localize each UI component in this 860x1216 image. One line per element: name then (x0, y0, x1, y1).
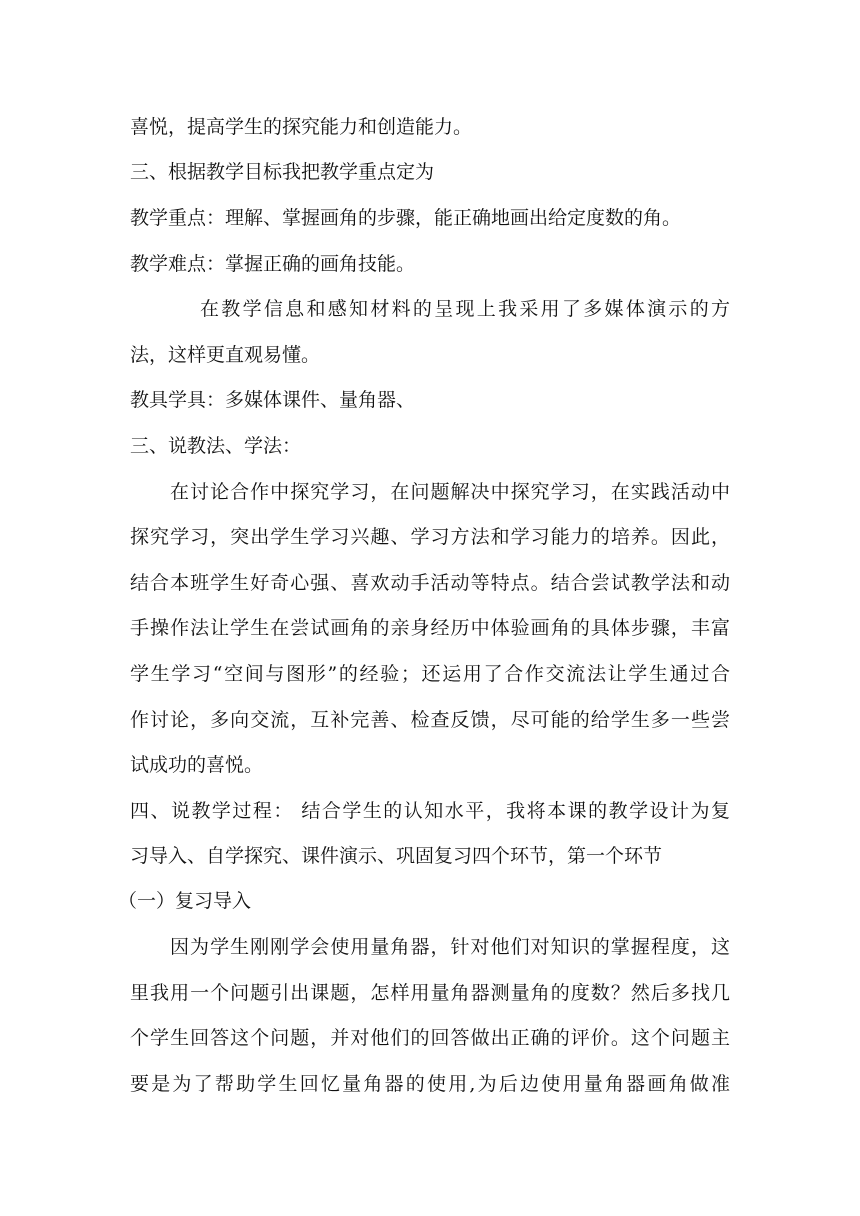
paragraph-line: 探究学习，突出学生学习兴趣、学习方法和学习能力的培养。因此， (130, 526, 730, 548)
paragraph-line: 作讨论，多向交流，互补完善、检查反馈，尽可能的给学生多一些尝 (130, 709, 730, 731)
section-heading: 三、根据教学目标我把教学重点定为 (130, 161, 435, 183)
paragraph-line: 个学生回答这个问题，并对他们的回答做出正确的评价。这个问题主 (130, 1027, 730, 1049)
paragraph-line: 要是为了帮助学生回忆量角器的使用,为后边使用量角器画角做准 (130, 1073, 730, 1095)
paragraph-line: 学生学习“空间与图形”的经验；还运用了合作交流法让学生通过合 (130, 663, 730, 685)
paragraph-line: 试成功的喜悦。 (130, 754, 264, 776)
paragraph-line: 手操作法让学生在尝试画角的亲身经历中体验画角的具体步骤，丰富 (130, 617, 730, 639)
text-line: 教学重点：理解、掌握画角的步骤，能正确地画出给定度数的角。 (130, 207, 682, 229)
paragraph-line: 里我用一个问题引出课题，怎样用量角器测量角的度数？然后多找几 (130, 982, 730, 1004)
text-line: 喜悦，提高学生的探究能力和创造能力。 (130, 116, 473, 138)
text-line: 教学难点：掌握正确的画角技能。 (130, 253, 416, 275)
paragraph-line: 法，这样更直观易懂。 (130, 344, 321, 366)
paragraph-line: 习导入、自学探究、课件演示、巩固复习四个环节，第一个环节 (130, 845, 663, 867)
paragraph-line: 在教学信息和感知材料的呈现上我采用了多媒体演示的方 (200, 298, 730, 320)
subsection-heading: （一）复习导入 (118, 890, 252, 912)
section-heading: 三、说教法、学法： (130, 435, 302, 457)
paragraph-line: 结合本班学生好奇心强、喜欢动手活动等特点。结合尝试教学法和动 (130, 572, 730, 594)
text-line: 教具学具：多媒体课件、量角器、 (130, 389, 416, 411)
paragraph-line: 在讨论合作中探究学习，在问题解决中探究学习，在实践活动中 (170, 481, 730, 503)
paragraph-line: 因为学生刚刚学会使用量角器，针对他们对知识的掌握程度，这 (170, 936, 730, 958)
section-heading: 四、说教学过程： 结合学生的认知水平，我将本课的教学设计为复 (130, 800, 730, 822)
